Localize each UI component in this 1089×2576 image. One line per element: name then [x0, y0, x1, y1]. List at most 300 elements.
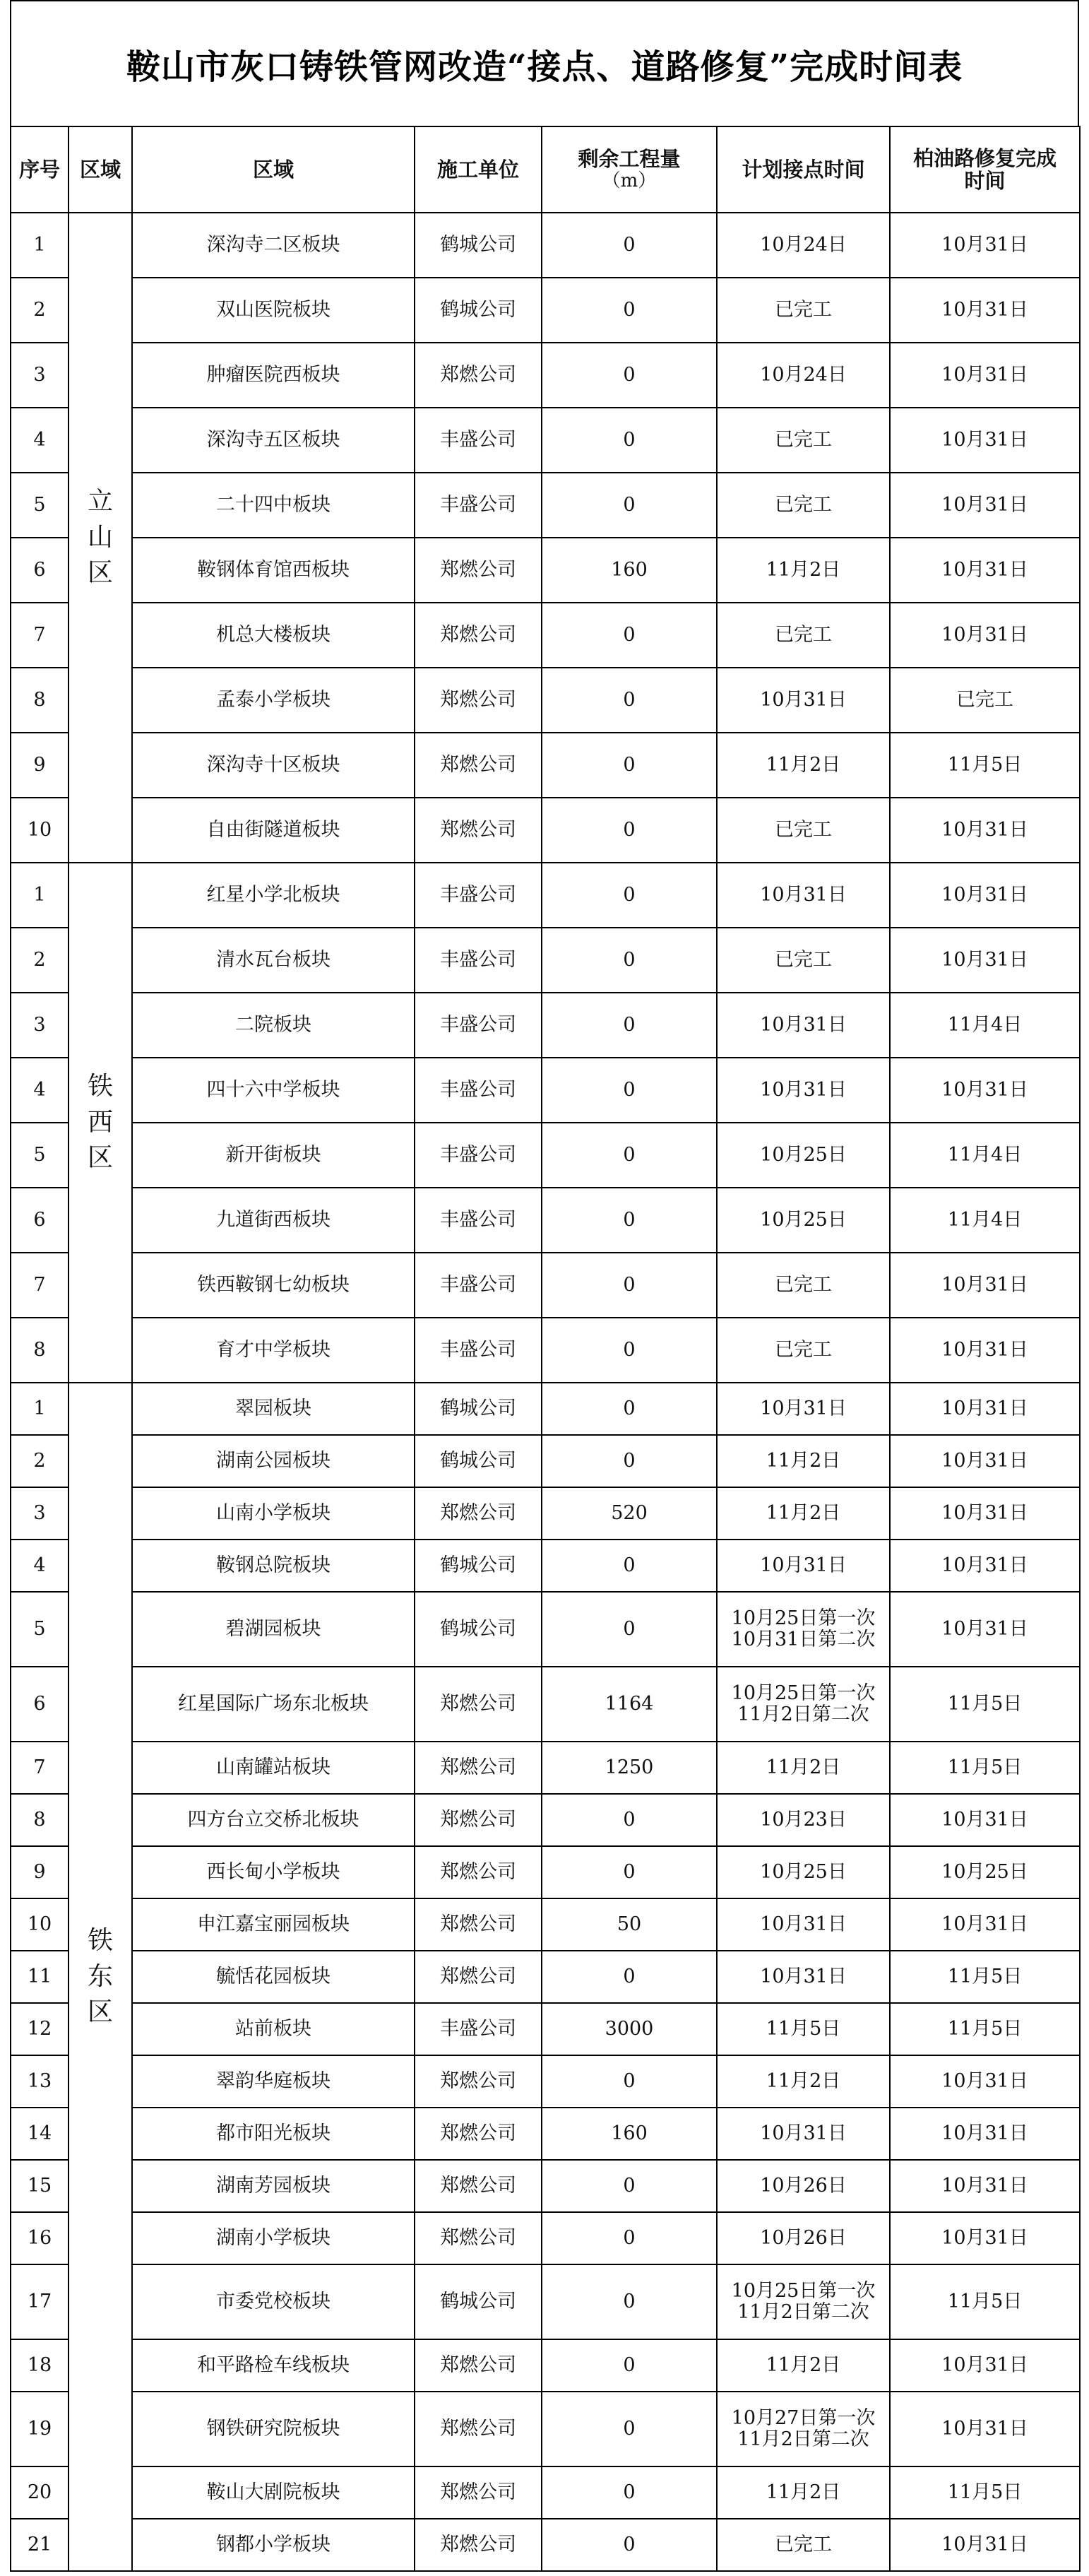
cell-plan: 10月31日: [717, 1540, 890, 1592]
cell-seq: 2: [11, 1435, 69, 1487]
cell-block: 双山医院板块: [132, 278, 415, 343]
region-char: 西: [87, 1107, 113, 1137]
cell-asphalt: 10月31日: [890, 278, 1080, 343]
cell-plan: 11月2日: [717, 538, 890, 603]
schedule-table: [10, 126, 1081, 2572]
region-char: 铁: [87, 1072, 113, 1101]
cell-unit: 郑燃公司: [415, 1951, 542, 2003]
cell-remain: 0: [542, 1123, 717, 1188]
cell-asphalt: 10月31日: [890, 2392, 1080, 2466]
cell-asphalt: 10月31日: [890, 2212, 1080, 2264]
cell-block: 山南罐站板块: [132, 1742, 415, 1794]
cell-remain: 3000: [542, 2003, 717, 2055]
table-row: [11, 798, 1080, 863]
cell-unit: 郑燃公司: [415, 2212, 542, 2264]
region-char: 区: [87, 1997, 113, 2027]
table-row: [11, 993, 1080, 1058]
cell-seq: 10: [11, 1898, 69, 1951]
table-row: [11, 1667, 1080, 1742]
cell-remain: 0: [542, 1318, 717, 1383]
table-body: [11, 213, 1080, 2571]
cell-unit: 郑燃公司: [415, 1898, 542, 1951]
cell-plan: 11月2日: [717, 2339, 890, 2392]
cell-unit: 鹤城公司: [415, 1383, 542, 1435]
page-title: 鞍山市灰口铸铁管网改造“接点、道路修复”完成时间表: [10, 0, 1079, 126]
cell-unit: 鹤城公司: [415, 2264, 542, 2339]
cell-unit: 郑燃公司: [415, 343, 542, 408]
table-row: [11, 2055, 1080, 2108]
header-region: 区域: [69, 126, 132, 213]
region-char: 立: [87, 487, 113, 516]
cell-unit: 丰盛公司: [415, 408, 542, 473]
cell-block: 红星小学北板块: [132, 863, 415, 928]
cell-remain: 0: [542, 733, 717, 798]
cell-unit: 郑燃公司: [415, 2055, 542, 2108]
cell-seq: 12: [11, 2003, 69, 2055]
cell-seq: 7: [11, 1742, 69, 1794]
cell-seq: 4: [11, 408, 69, 473]
cell-block: 新开街板块: [132, 1123, 415, 1188]
cell-block: 红星国际广场东北板块: [132, 1667, 415, 1742]
table-row: [11, 1253, 1080, 1318]
cell-block: 铁西鞍钢七幼板块: [132, 1253, 415, 1318]
cell-plan: [717, 1667, 890, 1742]
table-row: [11, 1123, 1080, 1188]
cell-remain: 0: [542, 1188, 717, 1253]
table-row: [11, 2003, 1080, 2055]
cell-asphalt: 10月31日: [890, 1592, 1080, 1667]
cell-plan: 10月31日: [717, 668, 890, 733]
cell-remain: 520: [542, 1487, 717, 1540]
cell-remain: 0: [542, 2264, 717, 2339]
cell-remain: 0: [542, 278, 717, 343]
cell-unit: 丰盛公司: [415, 1058, 542, 1123]
table-row: [11, 863, 1080, 928]
cell-block: 碧湖园板块: [132, 1592, 415, 1667]
cell-remain: 0: [542, 1951, 717, 2003]
table-row: [11, 1742, 1080, 1794]
cell-unit: 鹤城公司: [415, 1540, 542, 1592]
cell-asphalt: 11月5日: [890, 733, 1080, 798]
table-row: [11, 408, 1080, 473]
cell-unit: 郑燃公司: [415, 2160, 542, 2212]
cell-plan: [717, 1592, 890, 1667]
cell-seq: 7: [11, 603, 69, 668]
cell-remain: 0: [542, 2160, 717, 2212]
cell-seq: 1: [11, 1383, 69, 1435]
cell-remain: 0: [542, 2392, 717, 2466]
cell-unit: 丰盛公司: [415, 2003, 542, 2055]
plan-first: 10月27日第一次: [731, 2406, 876, 2429]
table-row: [11, 668, 1080, 733]
cell-asphalt: 11月5日: [890, 1742, 1080, 1794]
cell-seq: 17: [11, 2264, 69, 2339]
cell-seq: 18: [11, 2339, 69, 2392]
cell-block: 钢铁研究院板块: [132, 2392, 415, 2466]
cell-remain: 0: [542, 2339, 717, 2392]
cell-block: 九道街西板块: [132, 1188, 415, 1253]
table-row: [11, 1058, 1080, 1123]
cell-plan: 已完工: [717, 408, 890, 473]
cell-asphalt: 10月31日: [890, 408, 1080, 473]
cell-remain: 0: [542, 2055, 717, 2108]
cell-asphalt: 11月4日: [890, 1123, 1080, 1188]
cell-seq: 2: [11, 278, 69, 343]
cell-plan: 10月24日: [717, 343, 890, 408]
cell-block: 鞍山大剧院板块: [132, 2466, 415, 2519]
cell-plan: 10月26日: [717, 2212, 890, 2264]
cell-block: 深沟寺十区板块: [132, 733, 415, 798]
cell-plan: 10月25日: [717, 1846, 890, 1898]
cell-plan: 11月2日: [717, 2055, 890, 2108]
table-row: [11, 1487, 1080, 1540]
cell-asphalt: 10月31日: [890, 1487, 1080, 1540]
header-block: 区域: [132, 126, 415, 213]
cell-remain: 0: [542, 1846, 717, 1898]
header-asphalt-line2: 时间: [964, 169, 1006, 193]
cell-block: 山南小学板块: [132, 1487, 415, 1540]
cell-unit: 丰盛公司: [415, 928, 542, 993]
cell-unit: 丰盛公司: [415, 1188, 542, 1253]
table-row: [11, 603, 1080, 668]
cell-seq: 13: [11, 2055, 69, 2108]
cell-unit: 郑燃公司: [415, 1487, 542, 1540]
cell-remain: 0: [542, 1435, 717, 1487]
cell-plan: 11月2日: [717, 733, 890, 798]
cell-plan: 已完工: [717, 1318, 890, 1383]
table-row: [11, 1435, 1080, 1487]
cell-asphalt: 10月31日: [890, 863, 1080, 928]
header-remain-label: 剩余工程量: [578, 147, 681, 172]
cell-remain: 0: [542, 1794, 717, 1846]
table-row: [11, 343, 1080, 408]
cell-plan: 10月31日: [717, 1951, 890, 2003]
cell-remain: 0: [542, 668, 717, 733]
cell-unit: 郑燃公司: [415, 2466, 542, 2519]
cell-block: 申江嘉宝丽园板块: [132, 1898, 415, 1951]
cell-plan: 11月2日: [717, 1435, 890, 1487]
cell-seq: 5: [11, 1592, 69, 1667]
cell-seq: 9: [11, 1846, 69, 1898]
cell-block: 机总大楼板块: [132, 603, 415, 668]
cell-unit: 丰盛公司: [415, 993, 542, 1058]
cell-unit: 郑燃公司: [415, 1667, 542, 1742]
cell-block: 毓恬花园板块: [132, 1951, 415, 2003]
plan-second: 11月2日第二次: [737, 1703, 869, 1725]
cell-asphalt: 10月31日: [890, 213, 1080, 278]
region-cell: [69, 863, 132, 1383]
cell-seq: 14: [11, 2108, 69, 2160]
plan-first: 10月25日第一次: [731, 2279, 876, 2302]
region-char: 铁: [87, 1926, 113, 1956]
table-row: [11, 2160, 1080, 2212]
cell-remain: 0: [542, 863, 717, 928]
plan-second: 10月31日第二次: [731, 1629, 876, 1650]
cell-block: 站前板块: [132, 2003, 415, 2055]
cell-asphalt: 10月31日: [890, 2339, 1080, 2392]
cell-plan: 11月2日: [717, 1742, 890, 1794]
cell-block: 自由街隧道板块: [132, 798, 415, 863]
cell-plan: 10月31日: [717, 1383, 890, 1435]
cell-remain: 0: [542, 1253, 717, 1318]
cell-remain: 0: [542, 993, 717, 1058]
cell-seq: 8: [11, 1318, 69, 1383]
cell-block: 湖南小学板块: [132, 2212, 415, 2264]
cell-block: 孟泰小学板块: [132, 668, 415, 733]
cell-asphalt: 已完工: [890, 668, 1080, 733]
cell-unit: 郑燃公司: [415, 2392, 542, 2466]
table-row: [11, 2212, 1080, 2264]
cell-asphalt: 10月31日: [890, 1383, 1080, 1435]
table-row: [11, 538, 1080, 603]
plan-first: 10月25日第一次: [731, 1682, 876, 1704]
table-row: [11, 1188, 1080, 1253]
cell-unit: 郑燃公司: [415, 2519, 542, 2571]
plan-second: 11月2日第二次: [737, 2428, 869, 2450]
cell-plan: 11月2日: [717, 2466, 890, 2519]
cell-block: 和平路检车线板块: [132, 2339, 415, 2392]
cell-asphalt: 10月31日: [890, 1794, 1080, 1846]
header-remain: [542, 126, 717, 213]
cell-remain: 0: [542, 343, 717, 408]
cell-seq: 4: [11, 1540, 69, 1592]
header-row: [11, 126, 1080, 213]
table-row: [11, 2519, 1080, 2571]
table-row: [11, 2264, 1080, 2339]
table-row: [11, 2339, 1080, 2392]
table-row: [11, 733, 1080, 798]
cell-asphalt: 10月31日: [890, 1058, 1080, 1123]
cell-block: 鞍钢总院板块: [132, 1540, 415, 1592]
cell-block: 四方台立交桥北板块: [132, 1794, 415, 1846]
cell-block: 肿瘤医院西板块: [132, 343, 415, 408]
table-row: [11, 1318, 1080, 1383]
cell-plan: 10月31日: [717, 1058, 890, 1123]
header-asphalt: [890, 126, 1080, 213]
cell-remain: 160: [542, 538, 717, 603]
cell-seq: 10: [11, 798, 69, 863]
cell-asphalt: 10月31日: [890, 473, 1080, 538]
table-row: [11, 473, 1080, 538]
cell-seq: 11: [11, 1951, 69, 2003]
cell-remain: 0: [542, 408, 717, 473]
cell-asphalt: 10月31日: [890, 2055, 1080, 2108]
cell-asphalt: 10月31日: [890, 928, 1080, 993]
cell-block: 湖南公园板块: [132, 1435, 415, 1487]
header-seq: 序号: [11, 126, 69, 213]
cell-plan: 已完工: [717, 1253, 890, 1318]
cell-plan: 10月25日: [717, 1188, 890, 1253]
cell-seq: 16: [11, 2212, 69, 2264]
cell-block: 都市阳光板块: [132, 2108, 415, 2160]
cell-plan: 已完工: [717, 928, 890, 993]
cell-asphalt: 10月31日: [890, 2108, 1080, 2160]
cell-plan: [717, 2264, 890, 2339]
cell-block: 鞍钢体育馆西板块: [132, 538, 415, 603]
cell-unit: 鹤城公司: [415, 213, 542, 278]
cell-plan: 11月2日: [717, 1487, 890, 1540]
table-row: [11, 1383, 1080, 1435]
header-plan: 计划接点时间: [717, 126, 890, 213]
cell-unit: 丰盛公司: [415, 473, 542, 538]
table-row: [11, 1951, 1080, 2003]
table-row: [11, 213, 1080, 278]
cell-block: 二院板块: [132, 993, 415, 1058]
cell-seq: 6: [11, 538, 69, 603]
cell-plan: 10月26日: [717, 2160, 890, 2212]
region-cell: [69, 1383, 132, 2571]
cell-block: 翠园板块: [132, 1383, 415, 1435]
table-row: [11, 278, 1080, 343]
cell-seq: 9: [11, 733, 69, 798]
cell-plan: 10月25日: [717, 1123, 890, 1188]
cell-remain: 0: [542, 798, 717, 863]
cell-remain: 0: [542, 2212, 717, 2264]
cell-unit: 郑燃公司: [415, 1742, 542, 1794]
header-unit: 施工单位: [415, 126, 542, 213]
cell-asphalt: 11月5日: [890, 1667, 1080, 1742]
cell-asphalt: 10月31日: [890, 1540, 1080, 1592]
cell-plan: 已完工: [717, 798, 890, 863]
cell-plan: 已完工: [717, 278, 890, 343]
cell-seq: 3: [11, 343, 69, 408]
cell-seq: 7: [11, 1253, 69, 1318]
cell-remain: 160: [542, 2108, 717, 2160]
header-remain-unit: （m）: [602, 170, 657, 191]
cell-asphalt: 10月25日: [890, 1846, 1080, 1898]
cell-unit: 鹤城公司: [415, 1592, 542, 1667]
cell-unit: 郑燃公司: [415, 2108, 542, 2160]
cell-plan: 10月31日: [717, 993, 890, 1058]
cell-asphalt: 10月31日: [890, 343, 1080, 408]
cell-plan: 已完工: [717, 603, 890, 668]
cell-seq: 5: [11, 473, 69, 538]
plan-second: 11月2日第二次: [737, 2301, 869, 2323]
cell-unit: 鹤城公司: [415, 278, 542, 343]
cell-remain: 0: [542, 928, 717, 993]
region-char: 区: [87, 1143, 113, 1173]
cell-seq: 1: [11, 863, 69, 928]
cell-asphalt: 10月31日: [890, 2519, 1080, 2571]
cell-remain: 0: [542, 603, 717, 668]
cell-unit: 郑燃公司: [415, 603, 542, 668]
cell-remain: 1164: [542, 1667, 717, 1742]
cell-remain: 50: [542, 1898, 717, 1951]
cell-plan: 10月23日: [717, 1794, 890, 1846]
cell-seq: 19: [11, 2392, 69, 2466]
cell-unit: 丰盛公司: [415, 1123, 542, 1188]
cell-remain: 1250: [542, 1742, 717, 1794]
cell-unit: 郑燃公司: [415, 1794, 542, 1846]
cell-unit: 郑燃公司: [415, 1846, 542, 1898]
cell-asphalt: 10月31日: [890, 1253, 1080, 1318]
cell-seq: 1: [11, 213, 69, 278]
cell-remain: 0: [542, 2466, 717, 2519]
header-asphalt-line1: 柏油路修复完成: [912, 146, 1057, 170]
cell-block: 二十四中板块: [132, 473, 415, 538]
cell-block: 钢都小学板块: [132, 2519, 415, 2571]
table-row: [11, 1592, 1080, 1667]
table-row: [11, 1898, 1080, 1951]
table-row: [11, 1846, 1080, 1898]
cell-unit: 丰盛公司: [415, 1318, 542, 1383]
table-row: [11, 2466, 1080, 2519]
cell-plan: 已完工: [717, 473, 890, 538]
cell-asphalt: 11月5日: [890, 1951, 1080, 2003]
cell-block: 深沟寺五区板块: [132, 408, 415, 473]
cell-asphalt: 11月5日: [890, 2264, 1080, 2339]
cell-seq: 3: [11, 993, 69, 1058]
cell-block: 湖南芳园板块: [132, 2160, 415, 2212]
cell-seq: 15: [11, 2160, 69, 2212]
cell-plan: 10月31日: [717, 2108, 890, 2160]
table-row: [11, 1794, 1080, 1846]
cell-plan: 10月31日: [717, 1898, 890, 1951]
cell-plan: 11月5日: [717, 2003, 890, 2055]
table-row: [11, 1540, 1080, 1592]
cell-seq: 6: [11, 1667, 69, 1742]
cell-remain: 0: [542, 1383, 717, 1435]
cell-asphalt: 10月31日: [890, 798, 1080, 863]
table-row: [11, 2108, 1080, 2160]
cell-asphalt: 11月4日: [890, 993, 1080, 1058]
cell-block: 深沟寺二区板块: [132, 213, 415, 278]
cell-block: 市委党校板块: [132, 2264, 415, 2339]
cell-plan: 10月24日: [717, 213, 890, 278]
cell-remain: 0: [542, 473, 717, 538]
cell-remain: 0: [542, 213, 717, 278]
cell-seq: 8: [11, 668, 69, 733]
cell-block: 清水瓦台板块: [132, 928, 415, 993]
cell-unit: 郑燃公司: [415, 798, 542, 863]
cell-unit: 鹤城公司: [415, 1435, 542, 1487]
cell-remain: 0: [542, 1540, 717, 1592]
cell-asphalt: 11月5日: [890, 2003, 1080, 2055]
cell-remain: 0: [542, 2519, 717, 2571]
cell-seq: 5: [11, 1123, 69, 1188]
cell-unit: 丰盛公司: [415, 863, 542, 928]
table-row: [11, 2392, 1080, 2466]
cell-seq: 4: [11, 1058, 69, 1123]
cell-block: 四十六中学板块: [132, 1058, 415, 1123]
cell-plan: [717, 2392, 890, 2466]
region-char: 东: [87, 1961, 113, 1991]
cell-block: 翠韵华庭板块: [132, 2055, 415, 2108]
cell-unit: 郑燃公司: [415, 2339, 542, 2392]
table-row: [11, 928, 1080, 993]
cell-asphalt: 10月31日: [890, 2160, 1080, 2212]
plan-first: 10月25日第一次: [731, 1607, 876, 1629]
cell-asphalt: 10月31日: [890, 538, 1080, 603]
cell-seq: 3: [11, 1487, 69, 1540]
region-char: 山: [87, 522, 113, 552]
cell-remain: 0: [542, 1592, 717, 1667]
cell-unit: 丰盛公司: [415, 1253, 542, 1318]
region-char: 区: [87, 558, 113, 588]
cell-asphalt: 10月31日: [890, 1435, 1080, 1487]
cell-asphalt: 10月31日: [890, 1898, 1080, 1951]
cell-seq: 21: [11, 2519, 69, 2571]
cell-seq: 8: [11, 1794, 69, 1846]
cell-asphalt: 11月4日: [890, 1188, 1080, 1253]
cell-asphalt: 11月5日: [890, 2466, 1080, 2519]
cell-seq: 20: [11, 2466, 69, 2519]
cell-seq: 2: [11, 928, 69, 993]
region-cell: [69, 213, 132, 863]
cell-seq: 6: [11, 1188, 69, 1253]
cell-plan: 已完工: [717, 2519, 890, 2571]
cell-plan: 10月31日: [717, 863, 890, 928]
